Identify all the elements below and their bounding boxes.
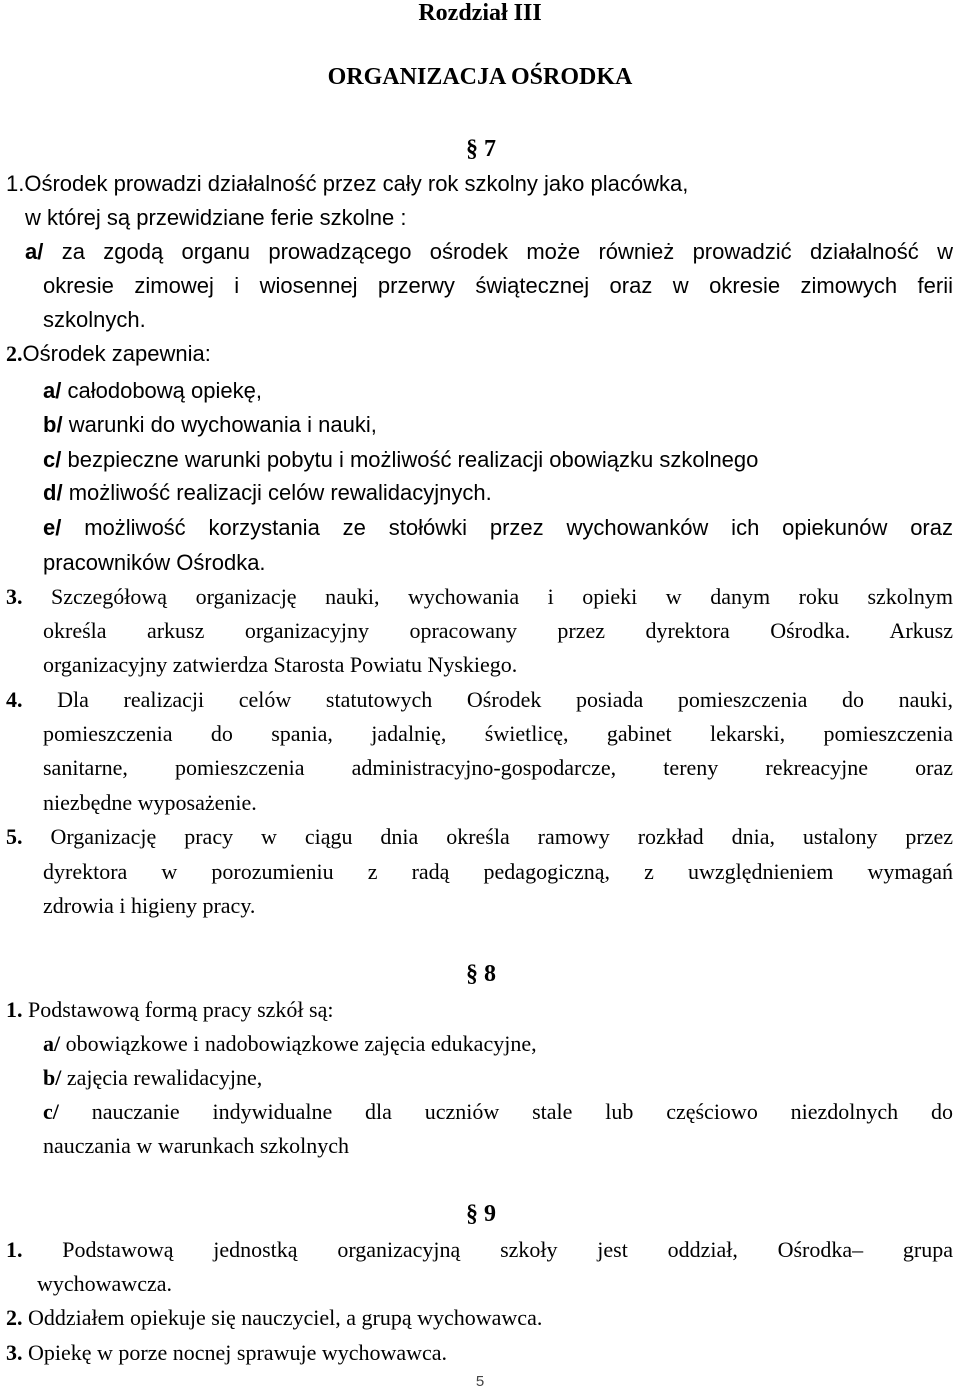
s7-p2-item-d-text: możliwość realizacji celów rewalidacyjnych. — [68, 480, 492, 505]
s7-p2-line — [6, 337, 211, 371]
s7-p5-line3: zdrowia i higieny pracy. — [43, 893, 256, 918]
s7-p2-item-e-line2: pracowników Ośrodka. — [43, 550, 266, 575]
s7-p4-line1 — [6, 683, 953, 717]
s7-p5-text: Organizację pracy w ciągu dnia określa ramowy rozkład dnia, ustalony przez — [50, 824, 954, 849]
s7-p5-line2: dyrektora w porozumieniu z radą pedagogiczną, z uwzględnieniem wymagań — [43, 859, 953, 884]
s8-p1-line — [6, 993, 333, 1027]
s7-p2-item-c — [43, 443, 758, 477]
chapter-heading: Rozdział III — [418, 0, 542, 26]
s9-p1-text: Podstawową jednostką organizacyjną szkoły jest oddział, Ośrodka– grupa — [62, 1237, 953, 1262]
section-8-mark: § 8 — [466, 961, 496, 987]
s7-p1-line2: w której są przewidziane ferie szkolne : — [25, 205, 407, 230]
s7-p3-line1 — [6, 580, 953, 614]
s7-p4-num: 4. — [6, 687, 23, 712]
s7-p2-item-c-text: bezpieczne warunki pobytu i możliwość realizacji obowiązku szkolnego — [67, 447, 759, 472]
s7-p2-item-b-text: warunki do wychowania i nauki, — [68, 412, 377, 437]
s9-p2-line — [6, 1301, 542, 1335]
s7-p5-num: 5. — [6, 824, 23, 849]
s7-p1-a-label: a/ — [25, 239, 44, 264]
s9-p1-line2: wychowawcza. — [37, 1271, 172, 1296]
s7-p4-line2: pomieszczenia do spania, jadalnię, świetlicę, gabinet lekarski, pomieszczenia — [43, 721, 953, 746]
s7-p1-line1 — [6, 167, 688, 201]
s9-p2-text: Oddziałem opiekuje się nauczyciel, a grupą wychowawca. — [28, 1305, 543, 1330]
s7-p4-line4: niezbędne wyposażenie. — [43, 790, 257, 815]
s7-p1-a-line1 — [25, 235, 953, 269]
s8-p1-item-c-label: c/ — [43, 1099, 59, 1124]
s9-p1-num: 1. — [6, 1237, 23, 1262]
s7-p4-text: Dla realizacji celów statutowych Ośrodek posiada pomieszczenia do nauki, — [57, 687, 953, 712]
s8-p1-item-a-label: a/ — [43, 1031, 61, 1056]
s8-p1-text: Podstawową formą pracy szkół są: — [28, 997, 334, 1022]
s8-p1-num: 1. — [6, 997, 23, 1022]
s7-p2-item-a-text: całodobową opiekę, — [67, 378, 262, 403]
s7-p2-item-a — [43, 374, 262, 408]
s7-p1-a-line2: okresie zimowej i wiosennej przerwy świątecznej oraz w okresie zimowych ferii — [43, 273, 953, 298]
s7-p2-text: Ośrodek zapewnia: — [22, 341, 211, 366]
s7-p3-text: Szczegółową organizację nauki, wychowania i opieki w danym roku szkolnym — [51, 584, 953, 609]
s8-p1-item-a — [43, 1027, 537, 1061]
s7-p3-num: 3. — [6, 584, 23, 609]
s7-p3-line3: organizacyjny zatwierdza Starosta Powiatu Nyskiego. — [43, 652, 518, 677]
s7-p2-item-e-text: możliwość korzystania ze stołówki przez wychowanków ich opiekunów oraz — [84, 515, 953, 540]
section-7-mark: § 7 — [466, 136, 496, 162]
s7-p2-item-e-line1 — [43, 511, 953, 545]
s8-p1-item-c-line2: nauczania w warunkach szkolnych — [43, 1133, 350, 1158]
s7-p3-line2: określa arkusz organizacyjny opracowany przez dyrektora Ośrodka. Arkusz — [43, 618, 953, 643]
s9-p3-text: Opiekę w porze nocnej sprawuje wychowawca. — [28, 1340, 448, 1365]
s7-p5-line1 — [6, 820, 953, 854]
s7-p1-text: Ośrodek prowadzi działalność przez cały rok szkolny jako placówka, — [24, 171, 689, 196]
chapter-title: ORGANIZACJA OŚRODKA — [327, 64, 633, 90]
s9-p2-num: 2. — [6, 1305, 23, 1330]
page-number: 5 — [475, 1373, 485, 1390]
s7-p4-line3: sanitarne, pomieszczenia administracyjno-gospodarcze, tereny rekreacyjne oraz — [43, 755, 953, 780]
s7-p1-a-text: za zgodą organu prowadzącego ośrodek może również prowadzić działalność w — [61, 239, 953, 264]
s9-p3-num: 3. — [6, 1340, 23, 1365]
s8-p1-item-b-text: zajęcia rewalidacyjne, — [66, 1065, 263, 1090]
s8-p1-item-c-text: nauczanie indywidualne dla uczniów stale lub częściowo niezdolnych do — [91, 1099, 953, 1124]
s8-p1-item-b — [43, 1061, 262, 1095]
s7-p2-item-d — [43, 476, 492, 510]
s8-p1-item-a-text: obowiązkowe i nadobowiązkowe zajęcia edukacyjne, — [65, 1031, 537, 1056]
s7-p2-item-a-label: a/ — [43, 378, 62, 403]
s8-p1-item-c-line1 — [43, 1095, 953, 1129]
s9-p3-line — [6, 1336, 447, 1370]
s8-p1-item-b-label: b/ — [43, 1065, 62, 1090]
section-9-mark: § 9 — [466, 1201, 496, 1227]
s7-p1-num: 1. — [6, 171, 25, 196]
s9-p1-line1 — [6, 1233, 953, 1267]
s7-p1-a-line3: szkolnych. — [43, 307, 146, 332]
s7-p2-item-e-label: e/ — [43, 515, 62, 540]
s7-p2-item-b — [43, 408, 377, 442]
s7-p2-item-b-label: b/ — [43, 412, 63, 437]
s7-p2-item-d-label: d/ — [43, 480, 63, 505]
s7-p2-item-c-label: c/ — [43, 447, 62, 472]
s7-p2-num: 2. — [6, 341, 23, 366]
